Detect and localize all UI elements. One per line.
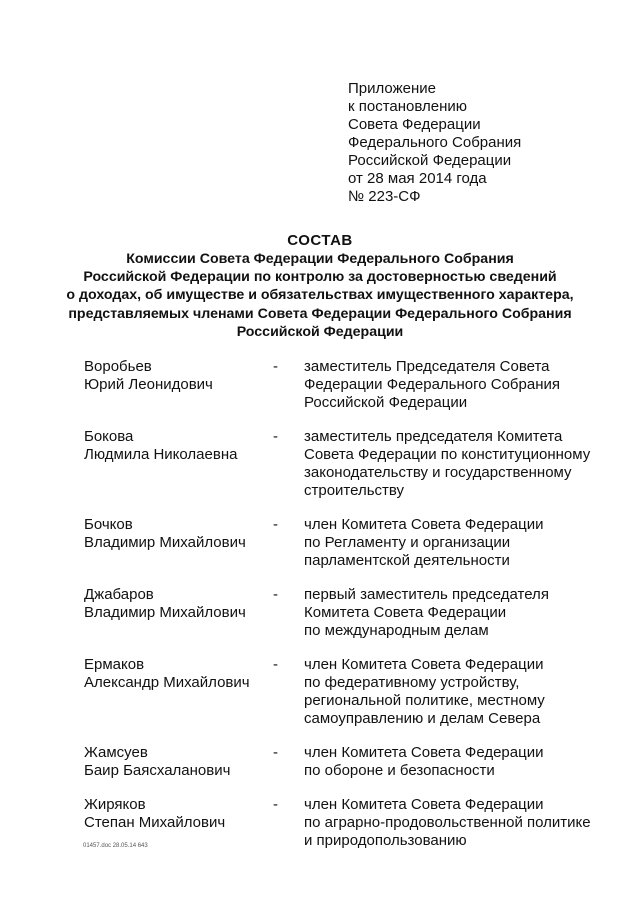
member-name [84,358,264,394]
member-role-line: Федерации Федерального Собрания [304,376,560,393]
member-name [84,428,264,464]
member-surname: Жиряков [84,796,146,813]
member-separator: - [273,744,278,761]
member-role-line: региональной политике, местному [304,692,545,709]
member-role-line: самоуправлению и делам Севера [304,710,541,727]
member-surname: Бочков [84,516,133,533]
member-name [84,744,264,780]
document-title: СОСТАВ [287,232,353,249]
appendix-line: от 28 мая 2014 года [348,170,487,187]
member-separator: - [273,428,278,445]
member-entry [84,744,604,780]
member-given-names: Степан Михайлович [84,814,226,831]
member-role [304,586,604,640]
member-name [84,656,264,692]
member-given-names: Юрий Леонидович [84,376,213,393]
member-role-line: по федеративному устройству, [304,674,520,691]
member-role-line: заместитель Председателя Совета [304,358,550,375]
member-role-line: член Комитета Совета Федерации [304,744,544,761]
member-name [84,796,264,832]
member-name [84,516,264,552]
member-role-line: Российской Федерации [304,394,468,411]
appendix-line: Приложение [348,80,436,97]
member-entry [84,358,604,412]
member-role-line: член Комитета Совета Федерации [304,516,544,533]
member-surname: Воробьев [84,358,152,375]
member-role [304,358,604,412]
member-role-line: заместитель председателя Комитета [304,428,563,445]
document-subtitle-line: представляемых членами Совета Федерации Федерального Собрания [68,305,572,322]
member-given-names: Людмила Николаевна [84,446,238,463]
member-role-line: первый заместитель председателя [304,586,549,603]
member-role-line: член Комитета Совета Федерации [304,796,544,813]
appendix-line: Российской Федерации [348,152,512,169]
appendix-line: Федерального Собрания [348,134,522,151]
member-given-names: Александр Михайлович [84,674,250,691]
member-role-line: член Комитета Совета Федерации [304,656,544,673]
member-entry [84,586,604,640]
appendix-line: к постановлению [348,98,467,115]
member-role-line: Совета Федерации по конституционному [304,446,591,463]
member-separator: - [273,586,278,603]
member-surname: Жамсуев [84,744,148,761]
appendix-block [348,80,521,206]
member-given-names: Владимир Михайлович [84,534,246,551]
appendix-line: № 223-СФ [348,188,421,205]
member-role [304,796,604,850]
member-role [304,656,604,728]
member-entry [84,428,604,500]
member-role-line: парламентской деятельности [304,552,510,569]
member-role-line: по международным делам [304,622,489,639]
member-surname: Бокова [84,428,134,445]
member-entry [84,516,604,570]
member-entry [84,656,604,728]
member-role-line: строительству [304,482,405,499]
member-role-line: и природопользованию [304,832,467,849]
document-subtitle-line: о доходах, об имуществе и обязательствах имущественного характера, [66,287,574,304]
document-subtitle-line: Комиссии Совета Федерации Федерального Собрания [126,251,514,267]
member-separator: - [273,656,278,673]
members-list [84,358,604,866]
member-separator: - [273,516,278,533]
member-surname: Ермаков [84,656,145,673]
member-role-line: Комитета Совета Федерации [304,604,507,621]
document-subtitle-line: Российской Федерации по контролю за достоверностью сведений [83,269,557,286]
member-separator: - [273,358,278,375]
member-role-line: по аграрно-продовольственной политике [304,814,591,831]
member-name [84,586,264,622]
member-role [304,428,604,500]
member-role-line: по Регламенту и организации [304,534,511,551]
member-role [304,744,604,780]
member-role-line: законодательству и государственному [304,464,572,481]
member-surname: Джабаров [84,586,154,603]
document-title-block [40,232,600,341]
footer-file-code: 01457.doc 28.05.14 643 [83,843,148,849]
document-subtitle-line: Российской Федерации [236,323,404,340]
member-given-names: Владимир Михайлович [84,604,246,621]
appendix-line: Совета Федерации [348,116,481,133]
member-separator: - [273,796,278,813]
member-given-names: Баир Баясхаланович [84,762,231,779]
member-role [304,516,604,570]
member-entry [84,796,604,850]
member-role-line: по обороне и безопасности [304,762,495,779]
